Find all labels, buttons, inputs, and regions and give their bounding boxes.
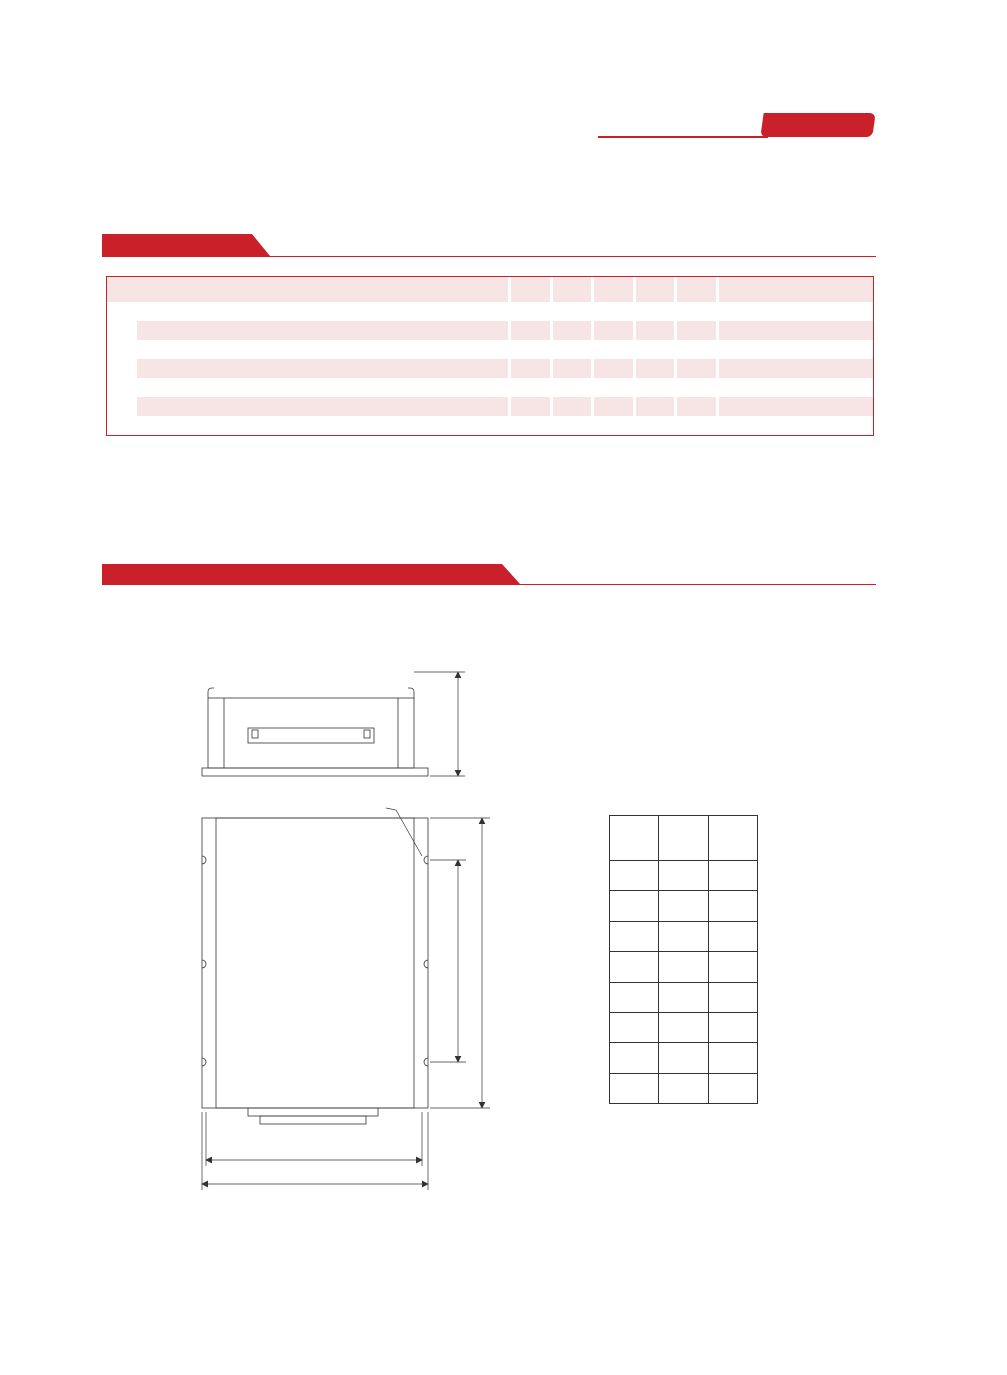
header-input-voltage [107, 277, 511, 302]
table-row [610, 1073, 758, 1103]
table-row [610, 952, 758, 982]
header-efficiency [677, 277, 719, 302]
models-table [106, 276, 874, 436]
power-badge [760, 113, 875, 137]
header-models [719, 277, 873, 302]
group-dual-label [107, 378, 137, 416]
table-row [107, 397, 873, 416]
table-row [610, 1012, 758, 1042]
mechanical-drawing [190, 660, 510, 1200]
group-single-label [107, 302, 137, 378]
series-underline [598, 136, 768, 138]
header-ripple [636, 277, 678, 302]
table-row [610, 921, 758, 951]
pin-table [609, 815, 758, 1104]
table-row [610, 891, 758, 921]
mechanical-section-bar [102, 564, 876, 590]
header-output-current [594, 277, 636, 302]
header-input-range [511, 277, 553, 302]
table-row [610, 861, 758, 891]
header-dou [708, 816, 757, 861]
table-row [610, 982, 758, 1012]
header-sing [659, 816, 708, 861]
table-row [107, 321, 873, 340]
table-row [107, 378, 873, 397]
models-section-bar [102, 234, 876, 260]
pin-table-header [610, 816, 758, 861]
header-pin [610, 816, 659, 861]
table-row [107, 359, 873, 378]
dim-length [430, 818, 490, 1108]
dim-height [414, 672, 465, 776]
models-table-grid [107, 277, 873, 416]
table-row [107, 340, 873, 359]
table-row [107, 302, 873, 321]
pin-table-grid [609, 815, 758, 1104]
dim-hole-spacing [430, 860, 466, 1062]
header-output-voltage [553, 277, 595, 302]
hole-leader [386, 808, 422, 856]
models-table-header [107, 277, 873, 302]
table-row [610, 1043, 758, 1073]
